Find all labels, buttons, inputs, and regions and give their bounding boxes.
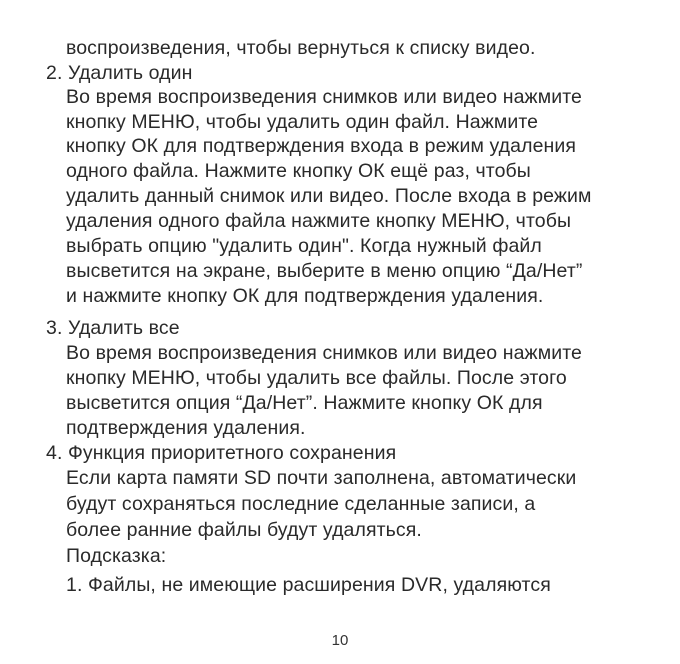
- text-line: подтверждения удаления.: [66, 417, 306, 439]
- section-heading-priority-save: 4. Функция приоритетного сохранения: [46, 442, 397, 464]
- text-line: выбрать опцию "удалить один". Когда нужный файл: [66, 235, 542, 257]
- text-line: высветится опция “Да/Нет”. Нажмите кнопку ОК для: [66, 392, 543, 414]
- text-line: более ранние файлы будут удаляться.: [66, 519, 422, 541]
- text-line: кнопку МЕНЮ, чтобы удалить все файлы. После этого: [66, 367, 567, 389]
- text-line: воспроизведения, чтобы вернуться к списку видео.: [66, 37, 536, 59]
- section-heading-delete-all: 3. Удалить все: [46, 317, 180, 339]
- text-line: Если карта памяти SD почти заполнена, автоматически: [66, 467, 577, 489]
- page-number: 10: [331, 632, 349, 649]
- text-line: Во время воспроизведения снимков или видео нажмите: [66, 86, 582, 108]
- text-line: удалить данный снимок или видео. После входа в режим: [66, 185, 592, 207]
- hint-label: Подсказка:: [66, 545, 167, 567]
- text-line: кнопку ОК для подтверждения входа в режим удаления: [66, 135, 577, 157]
- text-line: и нажмите кнопку ОК для подтверждения удаления.: [66, 285, 544, 307]
- section-heading-delete-one: 2. Удалить один: [46, 62, 193, 84]
- text-line: 1. Файлы, не имеющие расширения DVR, удаляются: [66, 574, 551, 596]
- text-line: одного файла. Нажмите кнопку ОК ещё раз, чтобы: [66, 160, 531, 182]
- text-line: удаления одного файла нажмите кнопку МЕНЮ, чтобы: [66, 210, 572, 232]
- text-line: Во время воспроизведения снимков или видео нажмите: [66, 342, 582, 364]
- text-line: высветится на экране, выберите в меню опцию “Да/Нет”: [66, 260, 583, 282]
- text-line: будут сохраняться последние сделанные записи, а: [66, 493, 536, 515]
- text-line: кнопку МЕНЮ, чтобы удалить один файл. Нажмите: [66, 111, 539, 133]
